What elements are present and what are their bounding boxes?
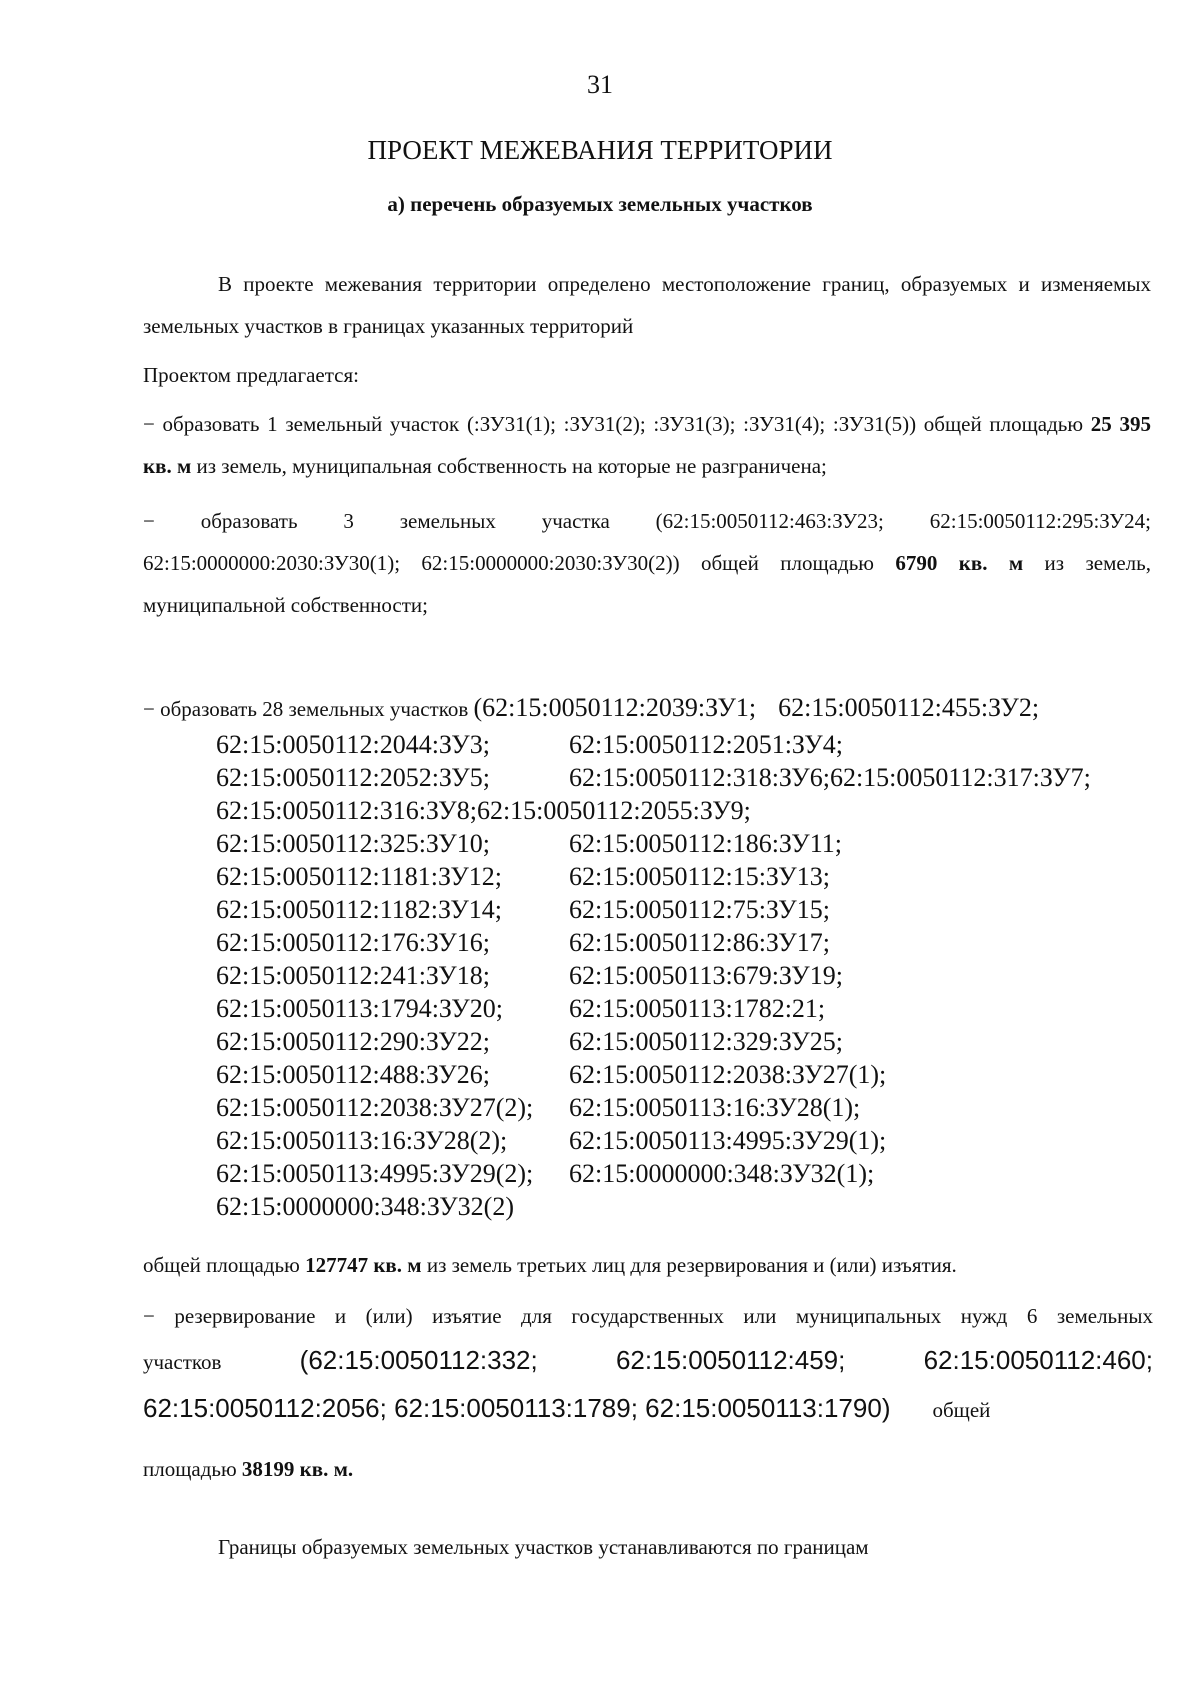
list-item <box>216 959 1153 992</box>
list-item <box>216 893 1153 926</box>
list-item <box>216 1025 1153 1058</box>
item-4-word: участков <box>143 1350 222 1374</box>
list-item <box>216 761 1153 794</box>
item-3-summary <box>143 1245 1151 1285</box>
item-4-code-3: 62:15:0050112:460; <box>923 1345 1153 1375</box>
code-col-2: 62:15:0000000:348:ЗУ32(1); <box>569 1159 875 1188</box>
item-4-code-2: 62:15:0050112:459; <box>615 1345 846 1375</box>
code-col-2: 62:15:0050113:1782:21; <box>569 994 826 1023</box>
item-4-line-2 <box>143 1336 1153 1384</box>
list-item <box>216 860 1153 893</box>
closing-paragraph: Границы образуемых земельных участков устанавливаются по границам <box>218 1535 869 1559</box>
code-col-2: 62:15:0050112:75:ЗУ15; <box>569 895 830 924</box>
item-4-line-3 <box>143 1384 1153 1432</box>
item-4-block <box>143 1296 1153 1432</box>
code-col-2: 62:15:0050113:16:ЗУ28(1); <box>569 1093 861 1122</box>
proposal-label: Проектом предлагается: <box>143 363 359 387</box>
item-1-area: 25 395 кв. м <box>143 412 1151 478</box>
code-col-2: 62:15:0050113:4995:ЗУ29(1); <box>569 1126 887 1155</box>
code-col-1: 62:15:0050112:2038:ЗУ27(2); <box>216 1093 534 1122</box>
code-col-2: 62:15:0050112:2051:ЗУ4; <box>569 730 843 759</box>
code-col-1: 62:15:0050112:2044:ЗУ3; <box>216 730 490 759</box>
item-3-summary-lead: общей площадью <box>143 1253 306 1277</box>
page-number: 31 <box>587 70 613 99</box>
item-1-lead: − образовать 1 земельный участок (:ЗУ31(1); :ЗУ31(2); :ЗУ31(3); :ЗУ31(4); :ЗУ31(5)) общей площадью <box>143 412 1091 436</box>
code-col-2: 62:15:0050112:186:ЗУ11; <box>569 829 842 858</box>
code-col-1: 62:15:0050113:4995:ЗУ29(2); <box>216 1159 534 1188</box>
item-2-tail: из земель, муниципальной собственности; <box>143 551 1151 617</box>
item-4-code-1: (62:15:0050112:332; <box>299 1345 538 1375</box>
code-col-1: 62:15:0050112:290:ЗУ22; <box>216 1027 490 1056</box>
list-item <box>216 926 1153 959</box>
list-item <box>216 1058 1153 1091</box>
code-col-2: 62:15:0050112:86:ЗУ17; <box>569 928 830 957</box>
list-item <box>216 1190 1153 1223</box>
section-subtitle: а) перечень образуемых земельных участков <box>387 192 813 216</box>
item-4-tail-word: общей <box>932 1398 991 1422</box>
item-2-paragraph <box>143 500 1151 626</box>
intro-paragraph: В проекте межевания территории определено местоположение границ, образуемых и изменяемых земельных участков в границах указанных территорий <box>143 272 1151 338</box>
code-col-2: 62:15:0050112:2038:ЗУ27(1); <box>569 1060 887 1089</box>
code-col-1: 62:15:0050112:2052:ЗУ5; <box>216 763 490 792</box>
cadastral-code-list <box>216 728 1153 1223</box>
code-col-2: 62:15:0050112:329:ЗУ25; <box>569 1027 843 1056</box>
item-4-codes-line-3: 62:15:0050112:2056; 62:15:0050113:1789; 62:15:0050113:1790) <box>143 1393 891 1423</box>
item-3-block <box>143 688 1153 1223</box>
code-col-2: 62:15:0050112:318:ЗУ6;62:15:0050112:317:ЗУ7; <box>569 763 1091 792</box>
item-1-tail: из земель, муниципальная собственность на которые не разграничена; <box>191 454 827 478</box>
item-3-lead: − образовать 28 земельных участков <box>143 697 474 721</box>
item-1-paragraph <box>143 403 1151 487</box>
item-4-area-line <box>143 1448 1151 1490</box>
list-item <box>216 1124 1153 1157</box>
item-2-lead: − образовать 3 земельных участка (62:15:0050112:463:ЗУ23; 62:15:0050112:295:ЗУ24; 62:15:0000000:2030:ЗУ30(1); 62:15:0000000:2030:ЗУ30(2)) общей площадью <box>143 509 1151 575</box>
list-item <box>216 827 1153 860</box>
item-4-area-lead: площадью <box>143 1457 242 1481</box>
code-col-1: 62:15:0050112:1182:ЗУ14; <box>216 895 502 924</box>
code-col-1: 62:15:0050112:1181:ЗУ12; <box>216 862 502 891</box>
item-3-second-code: 62:15:0050112:455:ЗУ2; <box>778 693 1040 722</box>
list-item <box>216 728 1153 761</box>
list-item <box>216 1157 1153 1190</box>
code-col-1: 62:15:0050112:241:ЗУ18; <box>216 961 490 990</box>
page-title: ПРОЕКТ МЕЖЕВАНИЯ ТЕРРИТОРИИ <box>367 135 833 165</box>
code-col-1: 62:15:0050113:1794:ЗУ20; <box>216 994 503 1023</box>
code-col-1: 62:15:0050112:488:ЗУ26; <box>216 1060 490 1089</box>
item-2-area: 6790 кв. м <box>895 551 1024 575</box>
list-item <box>216 794 1153 827</box>
list-item <box>216 1091 1153 1124</box>
item-3-summary-tail: из земель третьих лиц для резервирования и (или) изъятия. <box>421 1253 957 1277</box>
item-4-line-1: − резервирование и (или) изъятие для государственных или муниципальных нужд 6 земельных <box>143 1304 1153 1328</box>
code-col-2: 62:15:0050112:15:ЗУ13; <box>569 862 830 891</box>
code-col-1: 62:15:0050112:325:ЗУ10; <box>216 829 490 858</box>
code-col-1: 62:15:0000000:348:ЗУ32(2) <box>216 1192 514 1221</box>
code-col-1: 62:15:0050112:176:ЗУ16; <box>216 928 490 957</box>
code-col-1: 62:15:0050113:16:ЗУ28(2); <box>216 1126 508 1155</box>
code-col-2: 62:15:0050113:679:ЗУ19; <box>569 961 843 990</box>
item-3-area: 127747 кв. м <box>305 1253 422 1277</box>
item-3-first-code: (62:15:0050112:2039:ЗУ1; <box>473 693 757 722</box>
item-4-area: 38199 кв. м. <box>241 1457 354 1481</box>
code-col-1: 62:15:0050112:316:ЗУ8;62:15:0050112:2055:ЗУ9; <box>216 796 751 825</box>
list-item <box>216 992 1153 1025</box>
item-3-lead-line <box>143 688 1153 728</box>
